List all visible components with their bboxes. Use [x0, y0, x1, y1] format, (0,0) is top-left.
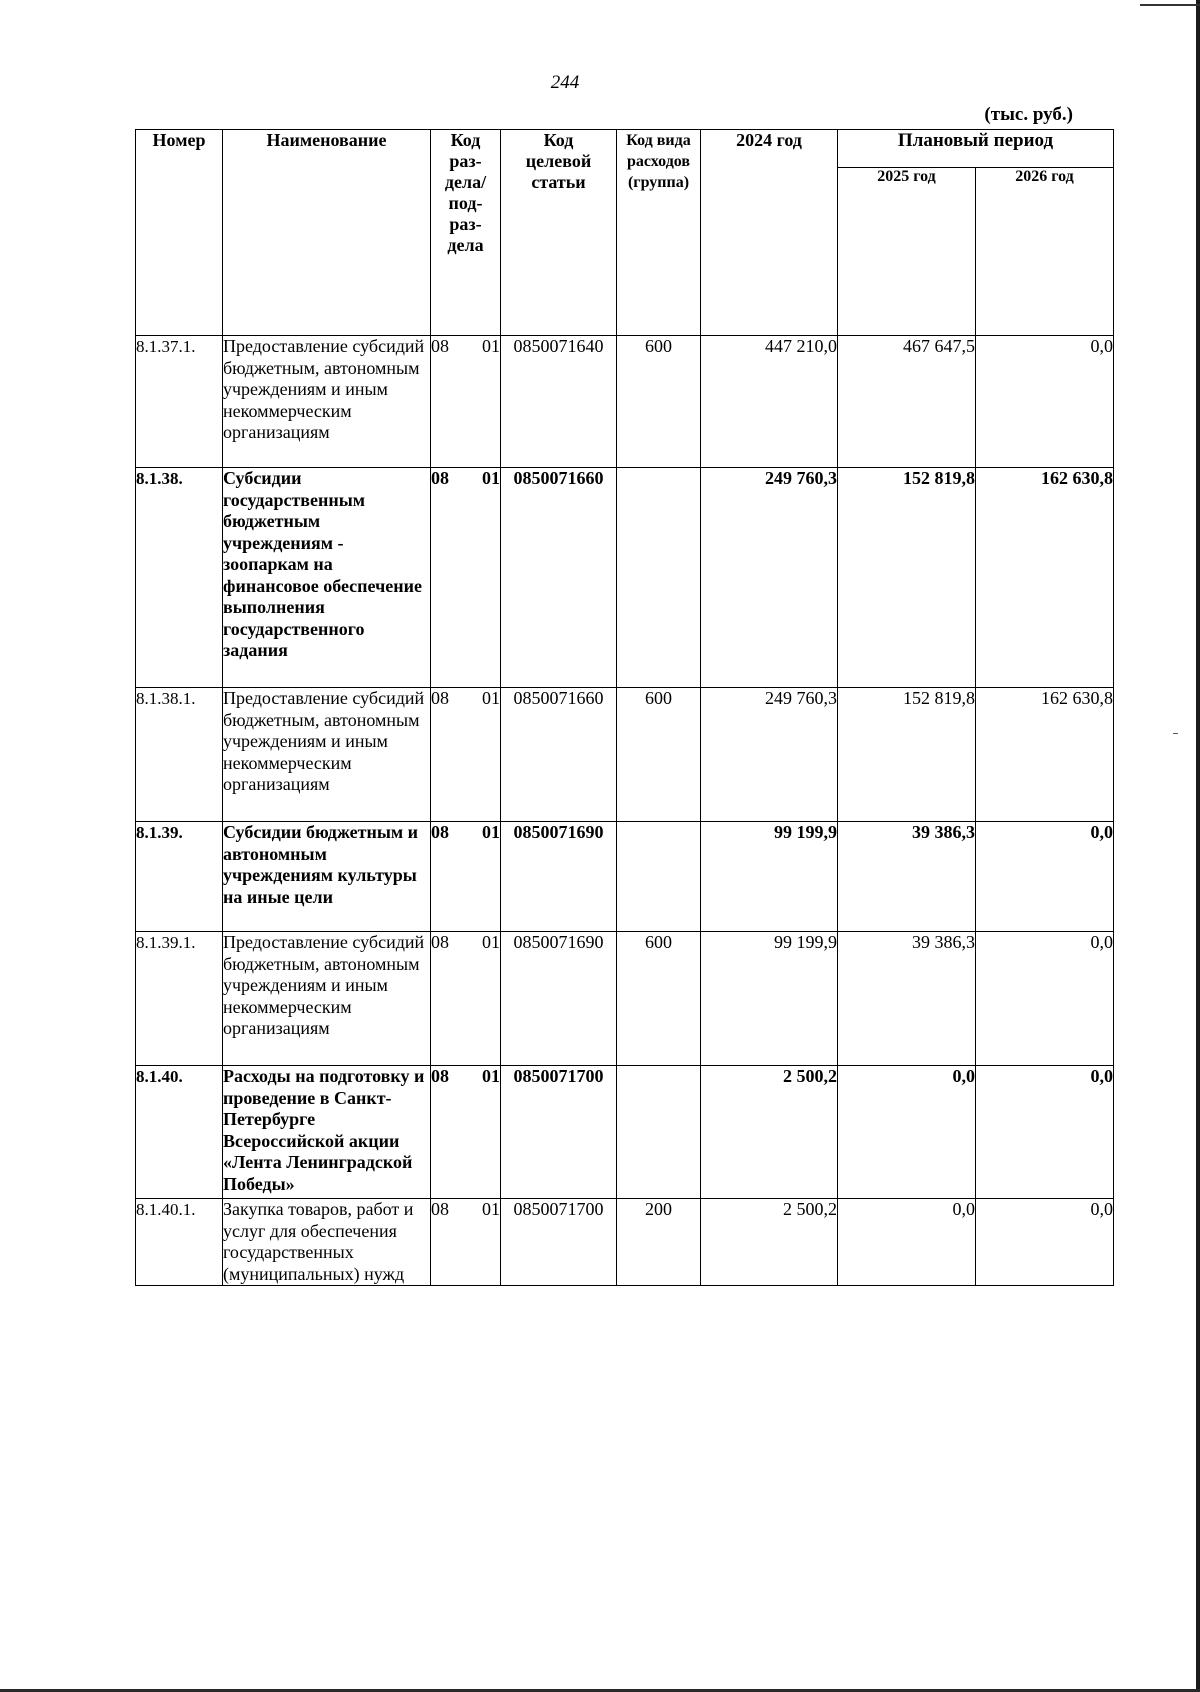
row-section-code-pair	[431, 1199, 500, 1221]
row-expense-type	[617, 1066, 701, 1199]
row-number: 8.1.37.1.	[136, 336, 223, 468]
row-amount-2024: 2 500,2	[701, 1066, 838, 1199]
row-amount-2024: 99 199,9	[701, 822, 838, 932]
row-target-code: 0850071660	[501, 688, 617, 822]
row-amount-2026: 0,0	[976, 1066, 1114, 1199]
header-year-2025: 2025 год	[838, 168, 976, 336]
row-number: 8.1.40.	[136, 1066, 223, 1199]
row-amount-2024: 249 760,3	[701, 688, 838, 822]
row-expense-type: 600	[617, 688, 701, 822]
row-name: Расходы на подготовку и проведение в Санкт-Петербурге Всероссийской акции «Лента Ленинградской Победы»	[223, 1066, 431, 1199]
row-amount-2026: 162 630,8	[976, 468, 1114, 688]
page-number: 244	[550, 72, 580, 93]
row-name: Субсидии бюджетным и автономным учреждениям культуры на иные цели	[223, 822, 431, 932]
row-amount-2026: 162 630,8	[976, 688, 1114, 822]
table-row	[136, 932, 1114, 1066]
header-number: Номер	[136, 130, 223, 336]
table-row	[136, 822, 1114, 932]
row-section: 08	[431, 932, 449, 952]
row-amount-2024: 447 210,0	[701, 336, 838, 468]
row-subsection: 01	[482, 336, 500, 356]
header-target-code-text: Код целевой статьи	[525, 130, 592, 192]
row-expense-type	[617, 468, 701, 688]
row-amount-2025: 0,0	[838, 1066, 976, 1199]
row-subsection: 01	[482, 822, 500, 842]
row-section-code-pair	[431, 688, 500, 710]
row-amount-2026: 0,0	[976, 336, 1114, 468]
row-number: 8.1.40.1.	[136, 1199, 223, 1286]
row-amount-2025: 152 819,8	[838, 468, 976, 688]
row-number: 8.1.38.	[136, 468, 223, 688]
row-section-code	[431, 336, 501, 468]
scan-dot	[1173, 733, 1178, 734]
header-section-code	[431, 130, 501, 336]
row-name: Предоставление субсидий бюджетным, автономным учреждениям и иным некоммерческим организациям	[223, 688, 431, 822]
row-amount-2024: 249 760,3	[701, 468, 838, 688]
row-name: Предоставление субсидий бюджетным, автономным учреждениям и иным некоммерческим организациям	[223, 336, 431, 468]
row-section: 08	[431, 1199, 449, 1219]
row-target-code: 0850071660	[501, 468, 617, 688]
scan-mark	[1140, 4, 1200, 6]
row-target-code: 0850071700	[501, 1199, 617, 1286]
row-subsection: 01	[482, 932, 500, 952]
row-amount-2026: 0,0	[976, 932, 1114, 1066]
header-expense-type-code-text: Код вида расходов (группа)	[626, 132, 691, 191]
header-name: Наименование	[223, 130, 431, 336]
header-planning-period: Плановый период	[838, 130, 1114, 168]
row-amount-2024: 99 199,9	[701, 932, 838, 1066]
row-target-code: 0850071690	[501, 932, 617, 1066]
header-year-2026: 2026 год	[976, 168, 1114, 336]
row-section: 08	[431, 1066, 449, 1086]
table-row	[136, 468, 1114, 688]
row-target-code: 0850071640	[501, 336, 617, 468]
row-amount-2026: 0,0	[976, 822, 1114, 932]
row-amount-2024: 2 500,2	[701, 1199, 838, 1286]
row-amount-2025: 467 647,5	[838, 336, 976, 468]
header-target-code	[501, 130, 617, 336]
row-subsection: 01	[482, 1199, 500, 1219]
header-expense-type-code	[617, 130, 701, 336]
row-expense-type	[617, 822, 701, 932]
row-section-code	[431, 932, 501, 1066]
row-target-code: 0850071690	[501, 822, 617, 932]
row-expense-type: 200	[617, 1199, 701, 1286]
row-expense-type: 600	[617, 336, 701, 468]
row-section-code	[431, 1199, 501, 1286]
table-row	[136, 1199, 1114, 1286]
row-amount-2025: 152 819,8	[838, 688, 976, 822]
row-subsection: 01	[482, 688, 500, 708]
row-section-code-pair	[431, 336, 500, 358]
row-section-code-pair	[431, 468, 500, 490]
budget-table	[135, 129, 1114, 1286]
row-section-code-pair	[431, 932, 500, 954]
row-section-code	[431, 1066, 501, 1199]
row-number: 8.1.39.	[136, 822, 223, 932]
row-name: Предоставление субсидий бюджетным, автономным учреждениям и иным некоммерческим организациям	[223, 932, 431, 1066]
row-amount-2025: 39 386,3	[838, 822, 976, 932]
scan-edge-right	[1196, 0, 1200, 1692]
row-section-code-pair	[431, 1066, 500, 1088]
row-amount-2025: 39 386,3	[838, 932, 976, 1066]
row-number: 8.1.39.1.	[136, 932, 223, 1066]
table-row	[136, 688, 1114, 822]
table-row	[136, 1066, 1114, 1199]
row-amount-2026: 0,0	[976, 1199, 1114, 1286]
row-name: Закупка товаров, работ и услуг для обеспечения государственных (муниципальных) нужд	[223, 1199, 431, 1286]
row-subsection: 01	[482, 468, 500, 488]
row-section-code	[431, 822, 501, 932]
row-subsection: 01	[482, 1066, 500, 1086]
row-section: 08	[431, 336, 449, 356]
row-name: Субсидии государственным бюджетным учреждениям - зоопаркам на финансовое обеспечение выполнения государственного задания	[223, 468, 431, 688]
row-amount-2025: 0,0	[838, 1199, 976, 1286]
table-row	[136, 336, 1114, 468]
units-label: (тыс. руб.)	[984, 104, 1073, 125]
row-section: 08	[431, 822, 449, 842]
row-expense-type: 600	[617, 932, 701, 1066]
header-section-code-text: Код раз- дела/ под- раз- дела	[444, 130, 487, 255]
header-year-2024: 2024 год	[701, 130, 838, 336]
row-section: 08	[431, 468, 449, 488]
row-section-code	[431, 688, 501, 822]
row-number: 8.1.38.1.	[136, 688, 223, 822]
row-section: 08	[431, 688, 449, 708]
row-section-code-pair	[431, 822, 500, 844]
row-target-code: 0850071700	[501, 1066, 617, 1199]
row-section-code	[431, 468, 501, 688]
